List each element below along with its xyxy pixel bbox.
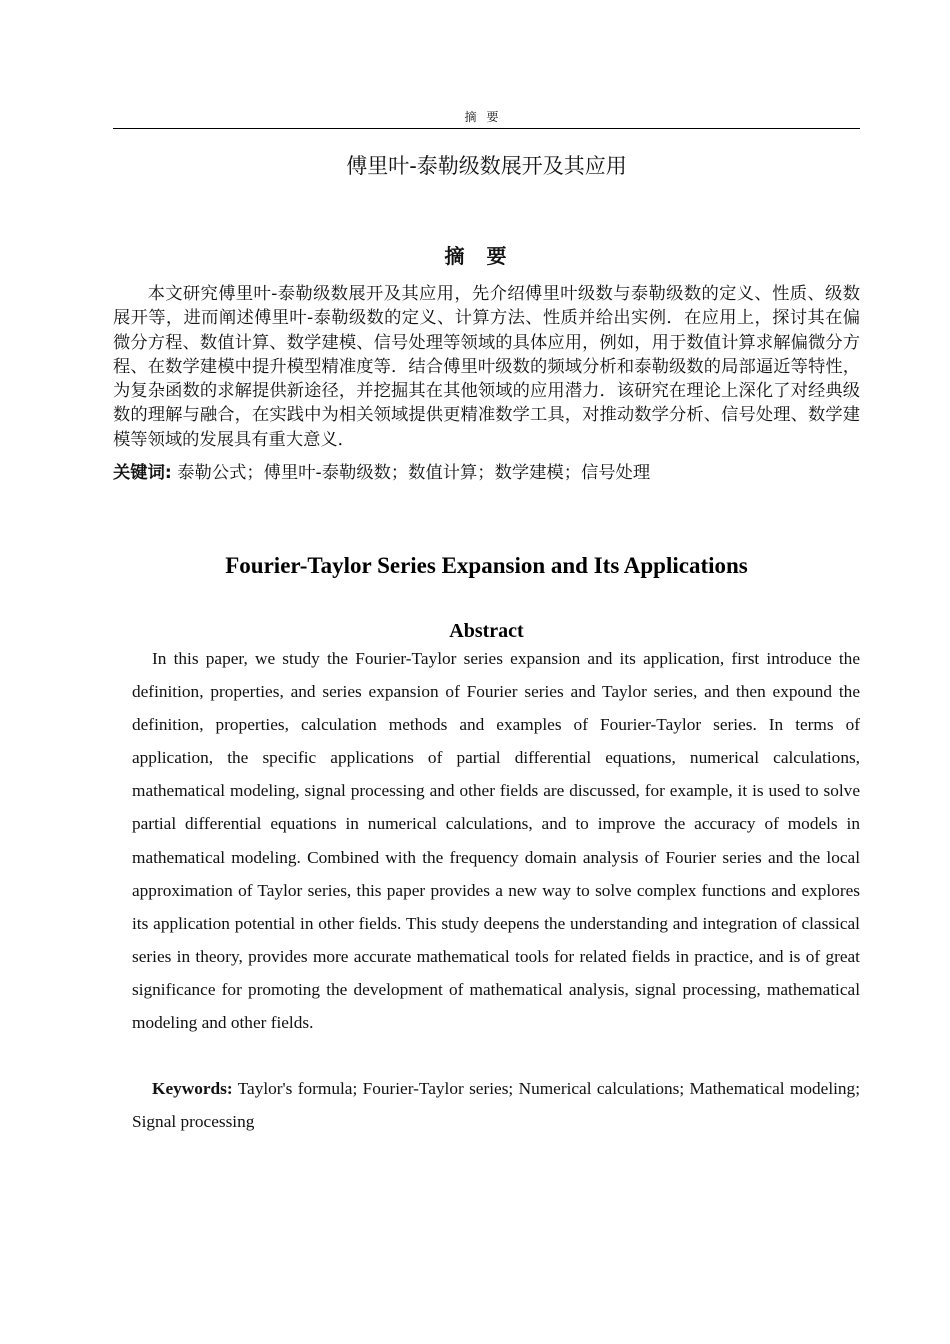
- english-abstract-heading: Abstract: [449, 620, 524, 642]
- chinese-title: 傅里叶-泰勒级数展开及其应用: [346, 154, 627, 178]
- header-divider: [113, 128, 860, 129]
- chinese-keywords-text: 泰勒公式；傅里叶-泰勒级数；数值计算；数学建模；信号处理: [177, 463, 651, 483]
- english-abstract-body: In this paper, we study the Fourier-Taylor series expansion and its application, first introduce the definition, properties, and series expansion of Fourier series and Taylor series, and then expound the definition, properties, calculation methods and examples of Fourier-Taylor series. In terms of application, the specific applications of partial differential equations, numerical calculations, mathematical modeling, signal processing and other fields are discussed, for example, it is used to solve partial differential equations in numerical calculations, and to improve the accuracy of models in mathematical modeling. Combined with the frequency domain analysis of Fourier series and the local approximation of Taylor series, this paper provides a new way to solve complex functions and explores its application potential in other fields. This study deepens the understanding and integration of classical series in theory, provides more accurate mathematical tools for related fields in practice, and is of great significance for promoting the development of mathematical analysis, signal processing, mathematical modeling and other fields.: [132, 649, 860, 1033]
- chinese-keywords: [113, 461, 860, 485]
- english-title: Fourier-Taylor Series Expansion and Its Applications: [225, 553, 748, 578]
- chinese-abstract-heading: 摘要: [444, 244, 529, 268]
- chinese-keywords-label: 关键词:: [113, 463, 172, 483]
- english-keywords-text: Taylor's formula; Fourier-Taylor series; Numerical calculations; Mathematical modeling; Signal processing: [132, 1079, 860, 1132]
- english-keywords-label: Keywords:: [152, 1079, 233, 1098]
- running-header: 摘要: [464, 110, 509, 124]
- chinese-abstract-body: 本文研究傅里叶-泰勒级数展开及其应用，先介绍傅里叶级数与泰勒级数的定义、性质、级数展开等，进而阐述傅里叶-泰勒级数的定义、计算方法、性质并给出实例．在应用上，探讨其在偏微分方程、数值计算、数学建模、信号处理等领域的具体应用，例如，用于数值计算求解偏微分方程、在数学建模中提升模型精准度等．结合傅里叶级数的频域分析和泰勒级数的局部逼近等特性，为复杂函数的求解提供新途径，并挖掘其在其他领域的应用潜力．该研究在理论上深化了对经典级数的理解与融合，在实践中为相关领域提供更精准数学工具，对推动数学分析、信号处理、数学建模等领域的发展具有重大意义．: [113, 284, 860, 450]
- english-keywords: [132, 1072, 860, 1138]
